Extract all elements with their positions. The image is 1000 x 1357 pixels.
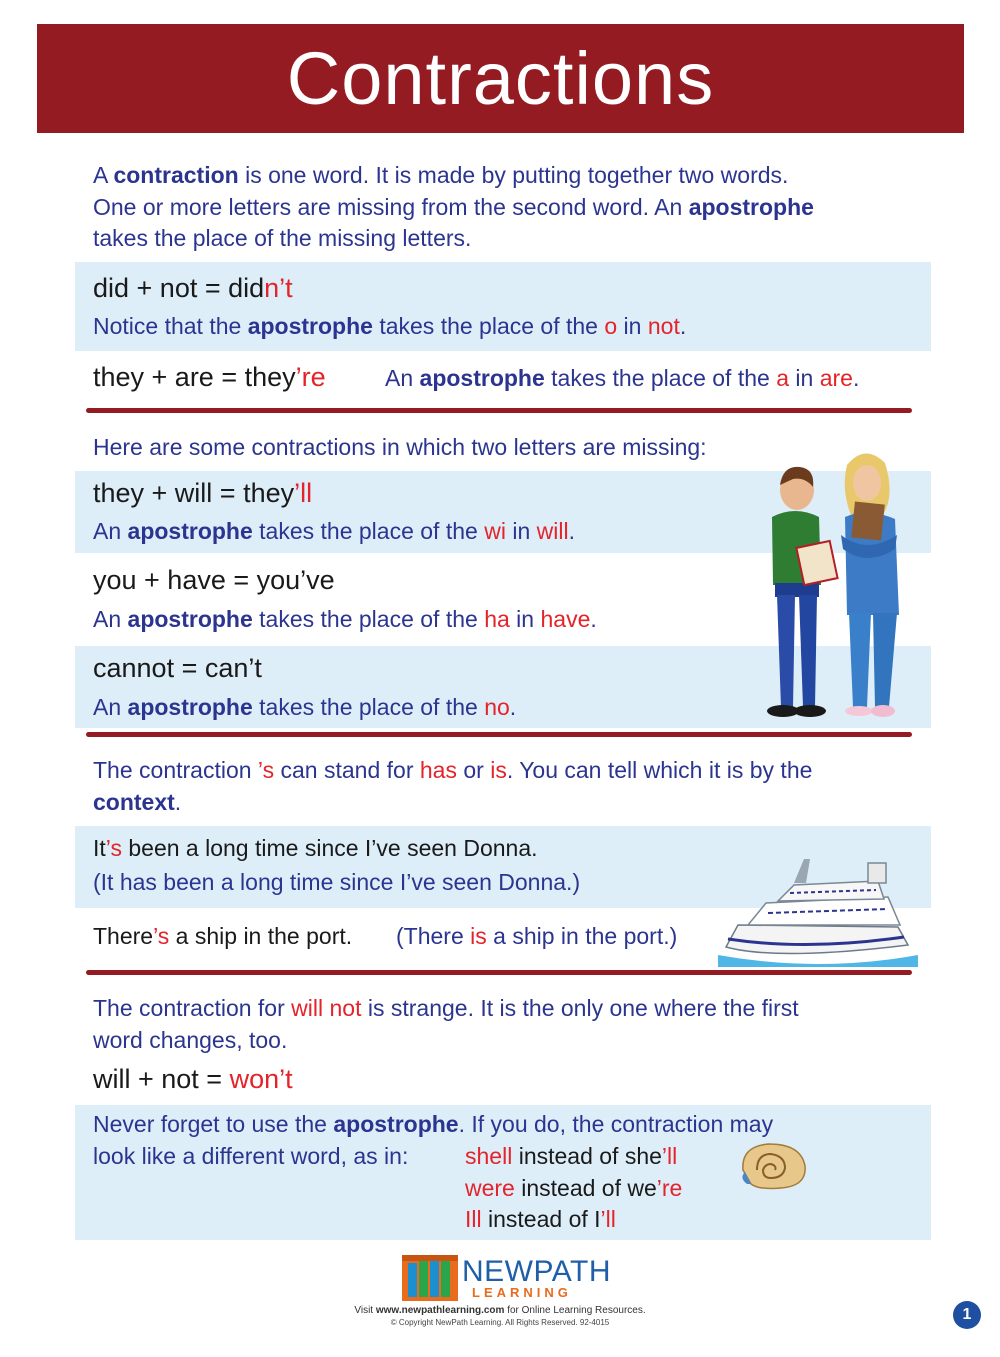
note-youve: An apostrophe takes the place of the ha in have. [93, 606, 597, 632]
apostrophe-reminder: Never forget to use the apostrophe. If you do, the contraction may look like a different word, as in: [93, 1111, 774, 1169]
page-number-badge: 1 [953, 1301, 981, 1329]
shell-illustration [737, 1140, 809, 1192]
section-divider [86, 408, 912, 413]
logo-wordmark-bottom: LEARNING [472, 1285, 572, 1300]
equation-theyll: they + will = they’ll [93, 478, 313, 508]
word-pair-were: were instead of we’re [465, 1174, 683, 1201]
sentence-its-expanded: (It has been a long time since I’ve seen Donna.) [93, 869, 581, 895]
word-pairs-list [465, 1141, 682, 1236]
boy-figure [767, 467, 839, 717]
word-pair-shell: shell instead of she’ll [465, 1143, 678, 1169]
note-didnt: Notice that the apostrophe takes the place of the o in not. [93, 313, 687, 339]
students-illustration [755, 445, 925, 730]
footer-copyright: © Copyright NewPath Learning. All Rights Reserved. 92-4015 [390, 1318, 610, 1327]
sentence-theres: There’s a ship in the port. [93, 923, 353, 949]
logo-wordmark-top: NEWPATH [462, 1255, 612, 1288]
equation-theyre: they + are = they’re [93, 362, 326, 392]
wont-explanation: The contraction for will not is strange. It is the only one where the first word changes, too. [93, 995, 799, 1053]
sentence-theres-expanded: (There is a ship in the port.) [396, 923, 678, 949]
section-divider [86, 970, 912, 975]
page-title: Contractions [37, 24, 964, 133]
newpath-logo-icon [402, 1255, 458, 1301]
girl-figure [841, 453, 899, 717]
equation-cant: cannot = can’t [93, 653, 262, 683]
section-heading-two-letters: Here are some contractions in which two letters are missing: [93, 434, 707, 460]
possessive-s-explanation: The contraction ’s can stand for has or is. You can tell which it is by the context. [93, 757, 813, 815]
section-divider [86, 732, 912, 737]
sentence-its: It’s been a long time since I’ve seen Donna. [93, 835, 538, 861]
equation-didnt: did + not = didn’t [93, 273, 293, 303]
footer-visit-line: Visit www.newpathlearning.com for Online Learning Resources. [354, 1305, 646, 1316]
equation-wont: will + not = won’t [93, 1064, 293, 1094]
word-pair-ill: Ill instead of I’ll [465, 1206, 616, 1232]
footer-url-link[interactable]: www.newpathlearning.com [375, 1305, 505, 1316]
equation-youve: you + have = you’ve [93, 565, 335, 595]
intro-paragraph: A contraction is one word. It is made by putting together two words. One or more letters are missing from the second word. An apostrophe takes the place of the missing letters. [93, 162, 814, 251]
note-theyll: An apostrophe takes the place of the wi in will. [93, 518, 575, 544]
ship-illustration [718, 855, 918, 967]
note-theyre: An apostrophe takes the place of the a in are. [385, 365, 860, 391]
note-cant: An apostrophe takes the place of the no. [93, 694, 517, 720]
